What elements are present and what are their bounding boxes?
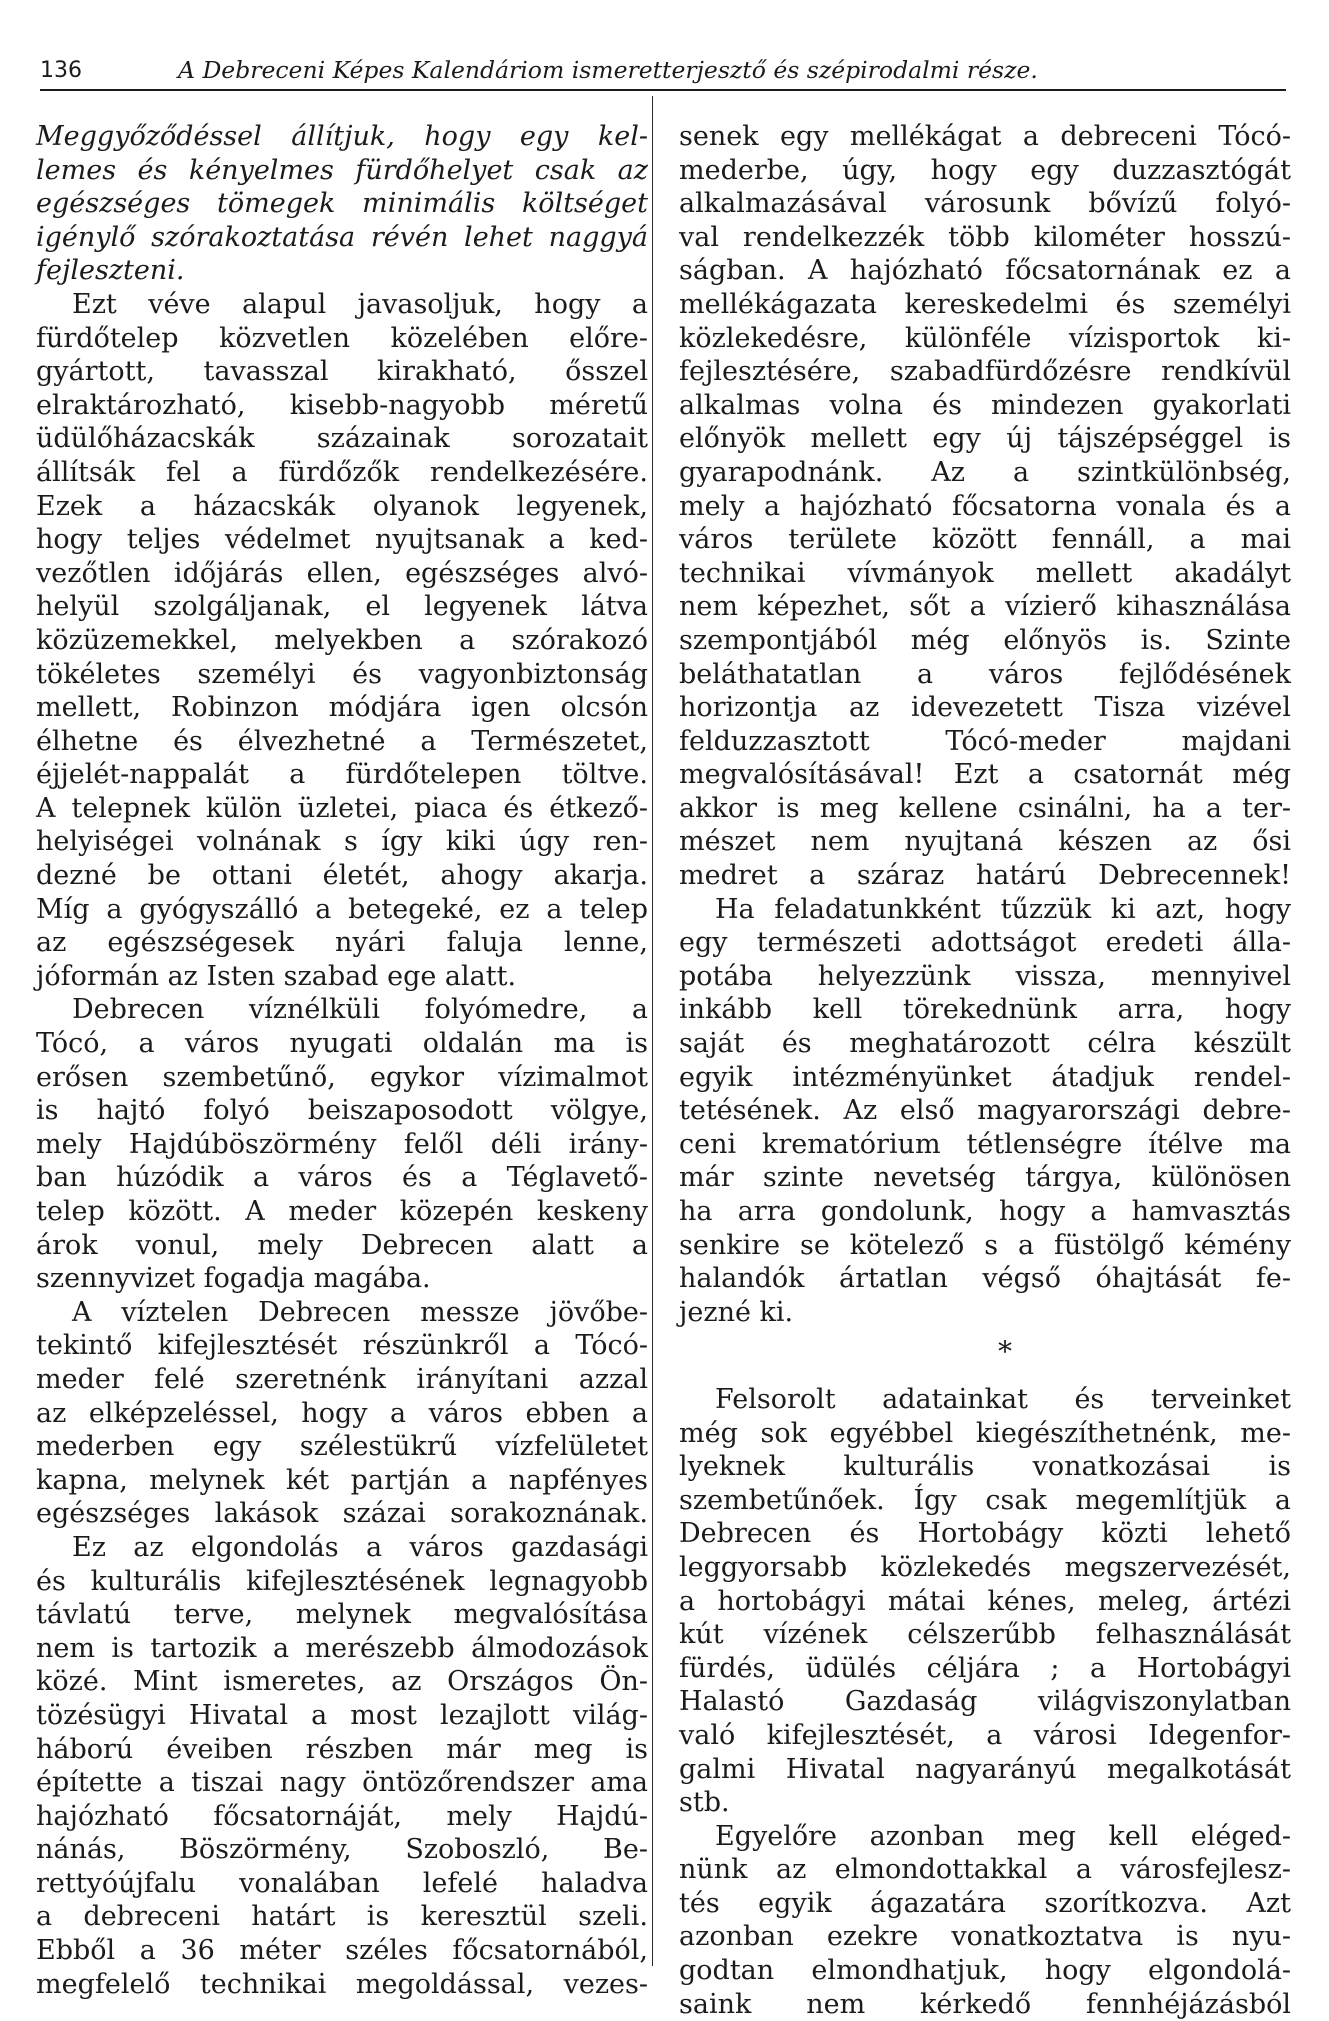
text-line: is hajtó folyó beiszaposodott völgye, <box>36 1095 648 1127</box>
column-divider <box>652 96 653 1966</box>
text-line: előnyök mellett egy új tájszépséggel is <box>679 423 1291 455</box>
text-line: felduzzasztott Tócó-meder majdani <box>679 725 1291 757</box>
text-line: az elképzeléssel, hogy a város ebben a <box>36 1397 648 1429</box>
text-line: éjjelét-nappalát a fürdőtelepen töltve. <box>36 759 648 791</box>
text-line: Egyelőre azonban meg kell eléged- <box>715 1820 1291 1852</box>
text-line: alkalmazásával városunk bővízű folyó- <box>679 188 1291 220</box>
header-rule <box>40 89 1286 91</box>
text-line: mellékágazata kereskedelmi és személyi <box>679 288 1291 320</box>
text-line: kút vízének célszerűbb felhasználását <box>679 1619 1291 1651</box>
text-line: lemes és kényelmes fürdőhelyet csak az <box>36 154 648 186</box>
text-line: egészséges tömegek minimális költséget <box>36 188 648 220</box>
text-line: azonban ezekre vonatkoztatva is nyu- <box>679 1921 1291 1953</box>
text-line: medret a száraz határú Debrecennek! <box>679 860 1291 892</box>
text-line: árok vonul, mely Debrecen alatt a <box>36 1229 648 1261</box>
text-line: senkire se kötelező s a füstölgő kémény <box>679 1229 1291 1261</box>
text-line: gyarapodnánk. Az a szintkülönbség, <box>679 456 1291 488</box>
text-line: és kulturális kifejlesztésének legnagyobb <box>36 1565 648 1597</box>
text-line: alkalmas volna és mindezen gyakorlati <box>679 389 1291 421</box>
text-line: az egészségesek nyári faluja lenne, <box>36 927 648 959</box>
text-line: mely a hajózható főcsatorna vonala és a <box>679 490 1291 522</box>
text-line: Míg a gyógyszálló a betegeké, ez a telep <box>36 893 648 925</box>
text-line: Debrecen és Hortobágy közti lehető <box>679 1518 1291 1550</box>
text-line: meder felé szeretnénk irányítani azzal <box>36 1363 648 1395</box>
text-line: telep között. A meder közepén keskeny <box>36 1196 648 1227</box>
text-line: beláthatatlan a város fejlődésének <box>679 658 1291 690</box>
left-column <box>36 120 648 2001</box>
text-line: nem is tartozik a merészebb álmodozások <box>36 1632 648 1664</box>
text-line: Ezek a házacskák olyanok legyenek, <box>36 490 648 522</box>
text-line: közé. Mint ismeretes, az Országos Ön- <box>36 1666 648 1698</box>
text-line: hogy teljes védelmet nyujtsanak a ked- <box>36 524 648 556</box>
text-line: horizontja az idevezetett Tisza vizével <box>679 692 1291 724</box>
text-line: gyártott, tavasszal kirakható, ősszel <box>36 356 648 388</box>
text-line: Debrecen víznélküli folyómedre, a <box>72 994 648 1026</box>
text-line: ha arra gondolunk, hogy a hamvasztás <box>679 1196 1291 1227</box>
text-line: üdülőházacskák százainak sorozatait <box>36 423 648 455</box>
text-line: megfelelő technikai megoldással, vezes- <box>36 1968 648 2000</box>
text-line: tözésügyi Hivatal a most lezajlott világ- <box>36 1699 648 1731</box>
text-line: kapna, melynek két partján a napfényes <box>36 1464 648 1496</box>
text-line: mellett, Robinzon módjára igen olcsón <box>36 692 648 724</box>
text-line: már szinte nevetség tárgya, különösen <box>679 1162 1291 1194</box>
text-line: Ez az elgondolás a város gazdasági <box>72 1531 648 1563</box>
text-line: még sok egyébbel kiegészíthetnénk, me- <box>679 1417 1291 1449</box>
text-line: vezőtlen időjárás ellen, egészséges alvó- <box>36 557 648 589</box>
text-line: Halastó Gazdaság világviszonylatban <box>679 1686 1291 1718</box>
text-line: távlatú terve, melynek megvalósítása <box>36 1599 648 1631</box>
text-line: fejlesztésére, szabadfürdőzésre rendkívül <box>679 356 1291 388</box>
text-line: tés egyik ágazatára szorítkozva. Azt <box>679 1887 1291 1919</box>
text-line: tetésének. Az első magyarországi debre- <box>679 1095 1291 1127</box>
text-line: a debreceni határt is keresztül szeli. <box>36 1901 648 1933</box>
text-line: állítsák fel a fürdőzők rendelkezésére. <box>36 456 648 488</box>
text-line: hajózható főcsatornáját, mely Hajdú- <box>36 1800 648 1832</box>
text-line: közlekedésre, különféle vízisportok ki- <box>679 322 1291 354</box>
text-line: dezné be ottani életét, ahogy akarja. <box>36 860 648 892</box>
text-line: senek egy mellékágat a debreceni Tócó- <box>679 121 1291 152</box>
text-line: szennyvizet fogadja magába. <box>36 1263 431 1295</box>
text-line: Ezt véve alapul javasoljuk, hogy a <box>72 288 648 320</box>
text-line: város területe között fennáll, a mai <box>679 524 1291 556</box>
text-line: Ebből a 36 méter széles főcsatornából, <box>36 1935 648 1967</box>
text-line: Felsorolt adatainkat és terveinket <box>715 1383 1291 1415</box>
text-line: stb. <box>679 1787 730 1819</box>
text-line: szembetűnőek. Így csak megemlítjük a <box>679 1484 1291 1516</box>
section-separator: * <box>998 1335 1012 1369</box>
text-line: fejleszteni. <box>36 255 185 287</box>
text-line: saját és meghatározott célra készült <box>679 1028 1291 1060</box>
text-line: tekintő kifejlesztését részünkről a Tócó- <box>36 1330 648 1362</box>
running-title: A Debreceni Képes Kalendáriom ismeretterjesztő és szépirodalmi része. <box>178 56 1038 84</box>
text-line: lyeknek kulturális vonatkozásai is <box>679 1451 1291 1483</box>
text-line: mészet nem nyujtaná készen az ősi <box>679 826 1291 858</box>
text-line: halandók ártatlan végső óhajtását fe- <box>679 1263 1291 1295</box>
text-line: építette a tiszai nagy öntözőrendszer ama <box>36 1767 648 1799</box>
page-number: 136 <box>40 58 82 83</box>
text-line: mely Hajdúböszörmény felől déli irány- <box>36 1128 648 1160</box>
text-line: fürdőtelep közvetlen közelében előre- <box>36 322 648 354</box>
page-header <box>40 52 1280 88</box>
text-line: megvalósításával! Ezt a csatornát még <box>679 759 1291 791</box>
text-line: val rendelkezzék több kilométer hosszú- <box>679 221 1291 253</box>
text-line: egy természeti adottságot eredeti álla- <box>679 927 1291 959</box>
text-line: egészséges lakások százai sorakoznának. <box>36 1498 648 1530</box>
text-line: háború éveiben részben már meg is <box>36 1733 648 1765</box>
text-line: inkább kell törekednünk arra, hogy <box>679 994 1291 1026</box>
right-column <box>679 120 1291 2021</box>
text-line: rettyóújfalu vonalában lefelé haladva <box>36 1867 648 1899</box>
text-line: ságban. A hajózható főcsatornának ez a <box>679 255 1291 287</box>
text-line: potába helyezzünk vissza, mennyivel <box>679 960 1291 992</box>
text-line: godtan elmondhatjuk, hogy elgondolá- <box>679 1955 1291 1987</box>
text-line: helyiségei volnának s így kiki úgy ren- <box>36 826 648 858</box>
text-line: A víztelen Debrecen messze jövőbe- <box>72 1296 648 1328</box>
text-line: igénylő szórakoztatása révén lehet naggyá <box>36 221 648 253</box>
text-line: akkor is meg kellene csinálni, ha a ter- <box>679 792 1291 824</box>
text-line: Ha feladatunkként tűzzük ki azt, hogy <box>715 893 1291 925</box>
text-line: tökéletes személyi és vagyonbiztonság <box>36 658 648 690</box>
text-line: fürdés, üdülés céljára ; a Hortobágyi <box>679 1652 1291 1684</box>
text-line: erősen szembetűnő, egykor vízimalmot <box>36 1061 648 1093</box>
text-line: közüzemekkel, melyekben a szórakozó <box>36 624 648 656</box>
text-line: egyik intézményünket átadjuk rendel- <box>679 1061 1291 1093</box>
text-line: nem képezhet, sőt a vízierő kihasználása <box>679 591 1291 623</box>
text-line: elraktározható, kisebb-nagyobb méretű <box>36 389 648 421</box>
text-line: helyül szolgáljanak, el legyenek látva <box>36 591 648 623</box>
text-line: élhetne és élvezhetné a Természetet, <box>36 725 648 757</box>
text-line: mederbe, úgy, hogy egy duzzasztógát <box>679 154 1291 186</box>
text-line: nünk az elmondottakkal a városfejlesz- <box>679 1854 1291 1886</box>
text-line: A telepnek külön üzletei, piaca és étkező- <box>36 792 648 824</box>
text-line: jezné ki. <box>679 1296 794 1328</box>
text-line: szempontjából még előnyös is. Szinte <box>679 624 1291 656</box>
text-line: mederben egy szélestükrű vízfelületet <box>36 1431 648 1463</box>
text-line: ceni krematórium tétlenségre ítélve ma <box>679 1128 1291 1160</box>
text-line: ban húzódik a város és a Téglavető- <box>36 1162 648 1194</box>
text-line: való kifejlesztését, a városi Idegenfor- <box>679 1719 1291 1751</box>
text-line: saink nem kérkedő fennhéjázásból <box>679 1988 1291 2020</box>
text-line: leggyorsabb közlekedés megszervezését, <box>679 1551 1291 1583</box>
text-line: Tócó, a város nyugati oldalán ma is <box>36 1028 648 1060</box>
text-line: technikai vívmányok mellett akadályt <box>679 557 1291 589</box>
text-line: nánás, Böszörmény, Szoboszló, Be- <box>36 1834 648 1866</box>
text-line: a hortobágyi mátai kénes, meleg, ártézi <box>679 1585 1291 1617</box>
text-line: galmi Hivatal nagyarányú megalkotását <box>679 1753 1291 1785</box>
text-line: Meggyőződéssel állítjuk, hogy egy kel- <box>36 121 648 152</box>
text-line: jóformán az Isten szabad ege alatt. <box>36 960 517 992</box>
